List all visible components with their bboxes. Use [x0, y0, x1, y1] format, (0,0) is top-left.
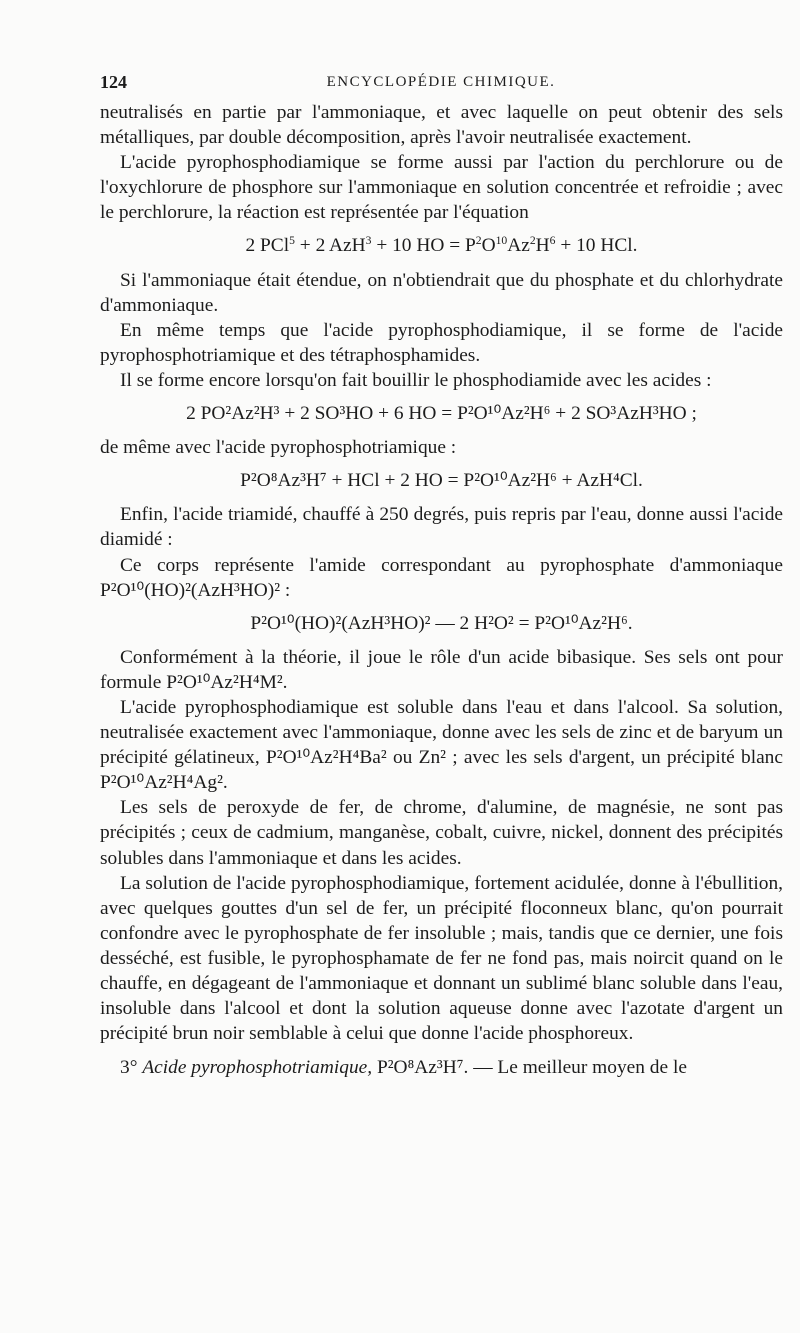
eq1-sup: 6 — [549, 234, 556, 248]
section-formula: P²O⁸Az³H⁷. — [372, 1057, 469, 1079]
section-text: — Le meilleur moyen de le — [468, 1057, 687, 1079]
eq1-part: O — [481, 235, 496, 257]
eq1-part: 2 PCl — [245, 235, 290, 257]
eq1-sup: 2 — [529, 234, 536, 248]
equation-3: P²O⁸Az³H⁷ + HCl + 2 HO = P²O¹⁰Az²H⁶ + AzH⁴Cl. — [240, 470, 643, 492]
equation-4: P²O¹⁰(HO)²(AzH³HO)² — 2 H²O² = P²O¹⁰Az²H⁶. — [250, 612, 633, 634]
paragraph-4: En même temps que l'acide pyrophosphodiamique, il se forme de l'acide pyrophosphotriamique et des tétraphosphamides. — [100, 319, 783, 366]
eq1-sup: 5 — [289, 234, 295, 248]
paragraph-10: L'acide pyrophosphodiamique est soluble dans l'eau et dans l'alcool. Sa solution, neutralisée exactement avec l'ammoniaque, donne avec les sels de zinc et de baryum un précipité gélatineux, P²O¹⁰Az²H⁴Ba² ou Zn² ; avec les sels d'argent, un précipité blanc P²O¹⁰Az²H⁴Ag². — [100, 696, 783, 794]
running-title: ENCYCLOPÉDIE CHIMIQUE. — [326, 74, 556, 90]
paragraph-3: Si l'ammoniaque était étendue, on n'obtiendrait que du phosphate et du chlorhydrate d'ammoniaque. — [100, 269, 783, 316]
eq1-part: + 2 AzH — [294, 235, 366, 257]
paragraph-7: Enfin, l'acide triamidé, chauffé à 250 degrés, puis repris par l'eau, donne aussi l'acide diamidé : — [100, 504, 783, 551]
eq1-sup: 2 — [475, 234, 482, 248]
section-title: Acide pyrophosphotriamique, — [142, 1057, 373, 1079]
paragraph-12: La solution de l'acide pyrophosphodiamique, fortement acidulée, donne à l'ébullition, avec quelques gouttes d'un sel de fer, un précipité floconneux blanc, qu'on pourrait confondre avec le pyrophosphate de fer insoluble ; mais, tandis que ce dernier, une fois desséché, est fusible, le pyrophosphamate de fer ne fond pas, mais noircit quand on le chauffe, en dégageant de l'ammoniaque et donnant un sublimé blanc soluble dans l'eau, insoluble dans l'alcool et dont la solution aqueuse donne avec l'azotate d'argent un précipité brun noir semblable à celui que donne l'acide phosphoreux. — [100, 872, 783, 1045]
paragraph-6: de même avec l'acide pyrophosphotriamique : — [100, 437, 457, 459]
paragraph-5: Il se forme encore lorsqu'on fait bouillir le phosphodiamide avec les acides : — [120, 369, 712, 391]
eq1-sup: 10 — [495, 234, 508, 248]
eq1-part: H — [535, 235, 550, 257]
paragraph-9: Conformément à la théorie, il joue le rôle d'un acide bibasique. Ses sels ont pour formule P²O¹⁰Az²H⁴M². — [100, 646, 783, 693]
paragraph-8: Ce corps représente l'amide correspondant au pyrophosphate d'ammoniaque P²O¹⁰(HO)²(AzH³HO)² : — [100, 554, 783, 601]
paragraph-11: Les sels de peroxyde de fer, de chrome, d'alumine, de magnésie, ne sont pas précipités ; ceux de cadmium, manganèse, cobalt, cuivre, nickel, donnent des précipités solubles dans l'ammoniaque et dans les acides. — [100, 797, 783, 869]
equation-1 — [100, 233, 783, 258]
equation-2: 2 PO²Az²H³ + 2 SO³HO + 6 HO = P²O¹⁰Az²H⁶ + 2 SO³AzH³HO ; — [186, 403, 697, 425]
paragraph-1: neutralisés en partie par l'ammoniaque, et avec laquelle on peut obtenir des sels métalliques, par double décomposition, après l'avoir neutralisée exactement. — [100, 102, 783, 149]
section-heading-paragraph — [100, 1055, 783, 1080]
eq1-part: + 10 HCl. — [555, 235, 638, 257]
page-number: 124 — [100, 72, 127, 92]
page-header — [100, 72, 782, 96]
text-body — [100, 100, 783, 1080]
eq1-part: Az — [507, 235, 530, 257]
paragraph-2: L'acide pyrophosphodiamique se forme aussi par l'action du perchlorure ou de l'oxychlorure de phosphore sur l'ammoniaque en solution concentrée et refroidie ; avec le perchlorure, la réaction est représentée par l'équation — [100, 152, 783, 224]
eq1-sup: 3 — [365, 234, 372, 248]
eq1-part: + 10 HO = P — [371, 235, 476, 257]
section-number: 3° — [120, 1057, 143, 1079]
